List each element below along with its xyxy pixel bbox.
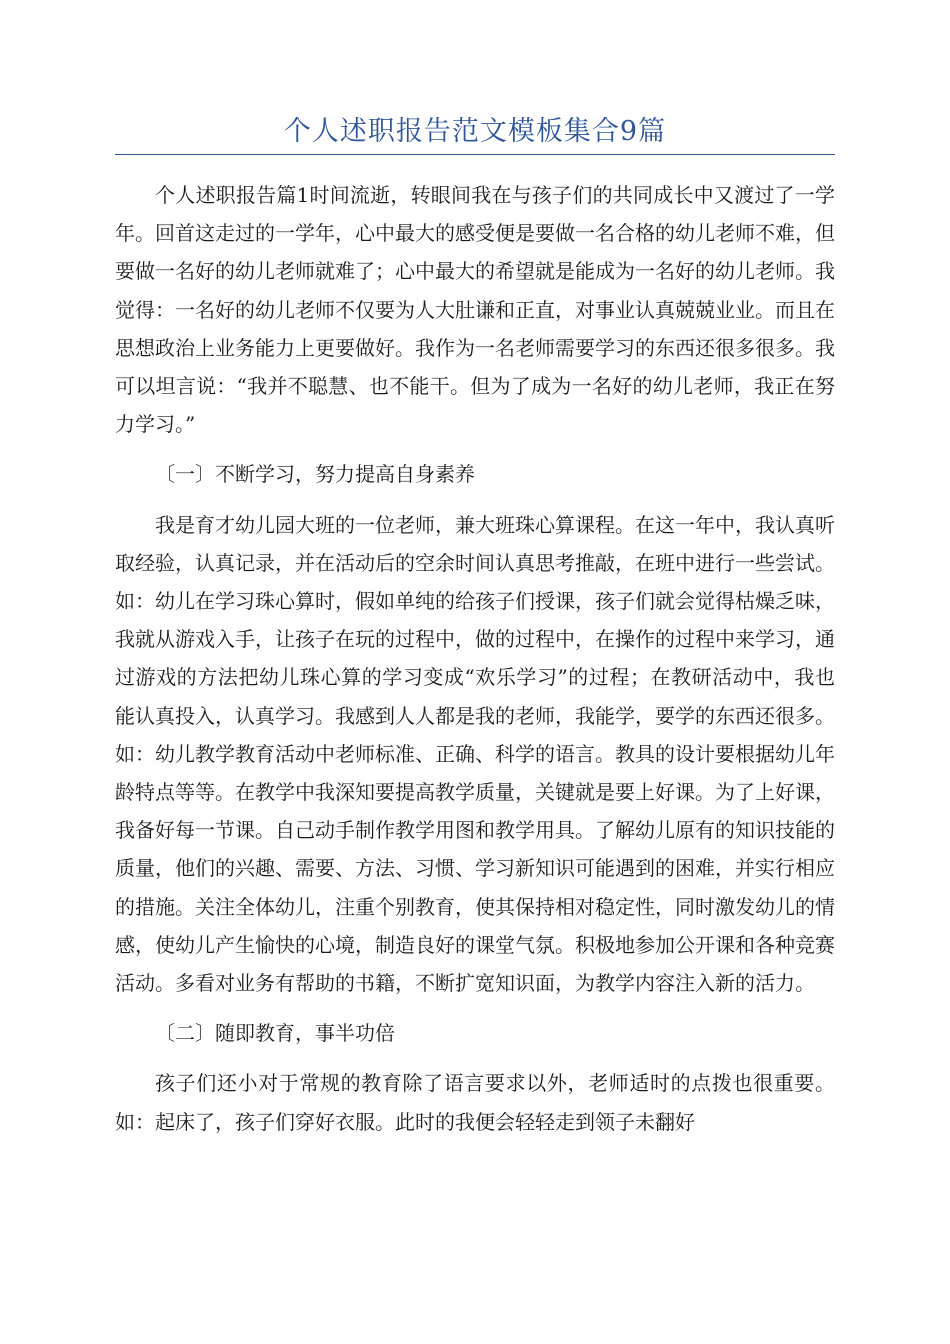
section-heading-2: 〔二〕随即教育，事半功倍 <box>155 1021 395 1046</box>
paragraph-section-1: 我是育才幼儿园大班的一位老师，兼大班珠心算课程。在这一年中，我认真听取经验，认真记录，并在活动后的空余时间认真思考推敲，在班中进行一些尝试。如：幼儿在学习珠心算时，假如单纯的给孩子们授课，孩子们就会觉得枯燥乏味，我就从游戏入手，让孩子在玩的过程中，做的过程中，在操作的过程中来学习，通过游戏的方法把幼儿珠心算的学习变成“欢乐学习”的过程；在教研活动中，我也能认真投入，认真学习。我感到人人都是我的老师，我能学，要学的东西还很多。如：幼儿教学教育活动中老师标准、正确、科学的语言。教具的设计要根据幼儿年龄特点等等。在教学中我深知要提高教学质量，关键就是要上好课。为了上好课，我备好每一节课。自己动手制作教学用图和教学用具。了解幼儿原有的知识技能的质量，他们的兴趣、需要、方法、习惯、学习新知识可能遇到的困难，并实行相应的措施。关注全体幼儿，注重个别教育，使其保持相对稳定性，同时激发幼儿的情感，使幼儿产生愉快的心境，制造良好的课堂气氛。积极地参加公开课和各种竞赛活动。多看对业务有帮助的书籍，不断扩宽知识面，为教学内容注入新的活力。 <box>115 512 835 996</box>
paragraph-intro: 个人述职报告篇1时间流逝，转眼间我在与孩子们的共同成长中又渡过了一学年。回首这走过的一学年，心中最大的感受便是要做一名合格的幼儿老师不难，但要做一名好的幼儿老师就难了；心中最大的希望就是能成为一名好的幼儿老师。我觉得：一名好的幼儿老师不仅要为人大肚谦和正直，对事业认真兢兢业业。而且在思想政治上业务能力上更要做好。我作为一名老师需要学习的东西还很多很多。我可以坦言说：“我并不聪慧、也不能干。但为了成为一名好的幼儿老师，我正在努力学习。” <box>115 183 835 437</box>
paragraph-section-2: 孩子们还小对于常规的教育除了语言要求以外，老师适时的点拨也很重要。如：起床了，孩子们穿好衣服。此时的我便会轻轻走到领子未翻好 <box>115 1071 835 1134</box>
title-underline <box>115 154 835 155</box>
section-heading-1: 〔一〕不断学习，努力提高自身素养 <box>155 462 475 487</box>
document-title: 个人述职报告范文模板集合9篇 <box>283 116 667 147</box>
document-body <box>115 176 835 1153</box>
